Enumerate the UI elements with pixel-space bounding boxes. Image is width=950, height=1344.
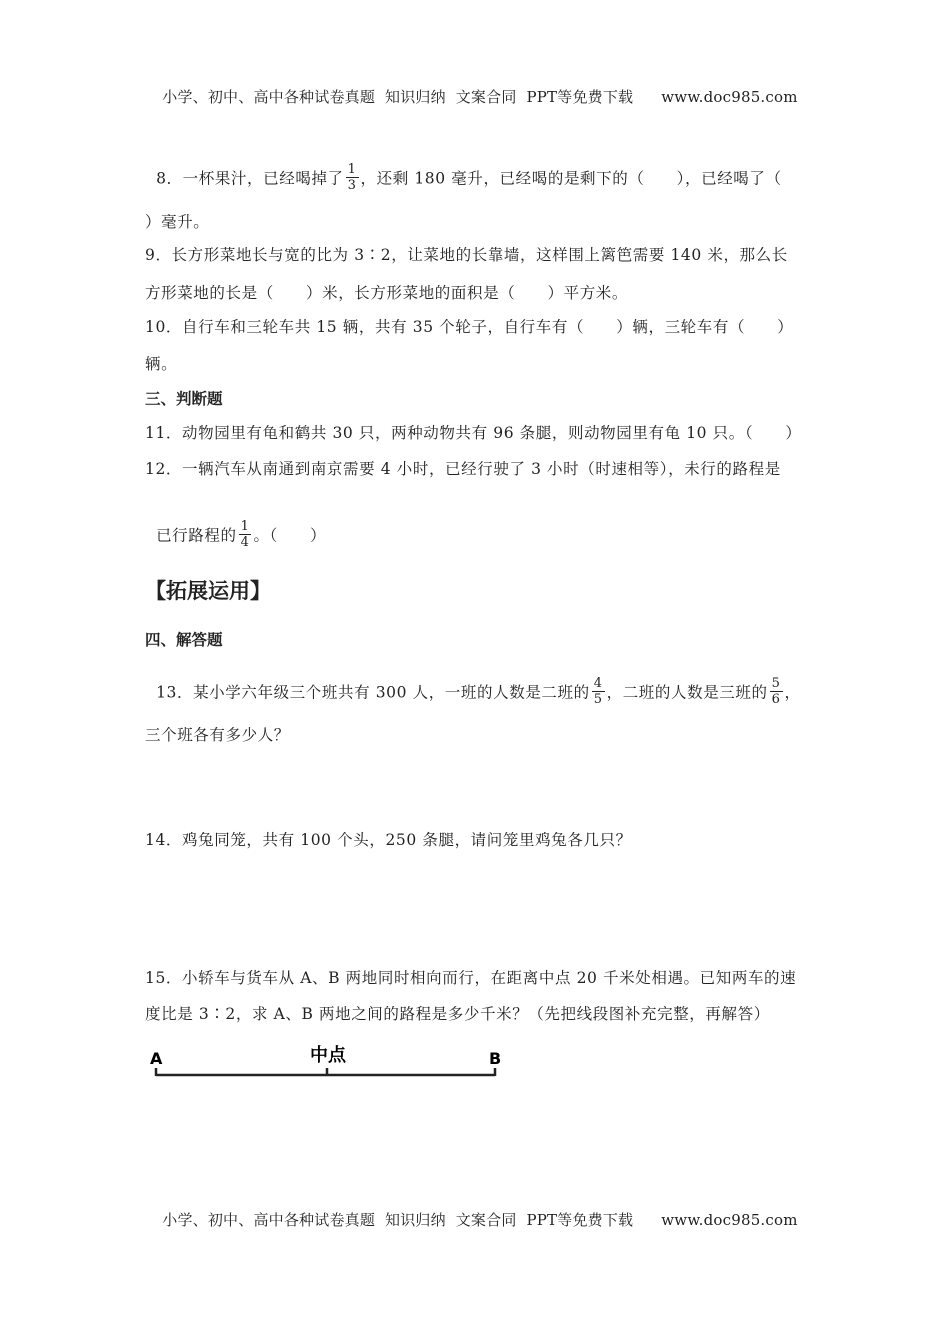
header-site: www.doc985.com [661,88,798,106]
label-b: B [489,1049,502,1068]
question-13-line1 [145,660,801,709]
q8-text-a: 8．一杯果汁，已经喝掉了 [156,169,344,188]
question-12-line2 [145,503,326,552]
fraction-numerator: 1 [347,162,357,177]
q13-text-b: ，二班的人数是三班的 [606,683,768,702]
fraction-denominator: 3 [347,178,357,193]
question-9-line1: 9．长方形菜地长与宽的比为 3∶2，让菜地的长靠墙，这样围上篱笆需要 140 米，那么长 [145,246,788,264]
question-14: 14．鸡兔同笼，共有 100 个头，250 条腿，请问笼里鸡兔各几只？ [145,831,632,849]
section-4-title: 四、解答题 [145,631,223,649]
label-a: A [150,1049,163,1068]
question-15-line1: 15．小轿车与货车从 A、B 两地同时相向而行，在距离中点 20 千米处相遇。已知两车的速 [145,969,797,987]
fraction-numerator: 5 [771,676,781,691]
q13-text-c: ， [784,683,801,702]
fraction-one-quarter [239,519,252,550]
q12-text-b: 。（ ） [253,526,327,545]
question-12-line1: 12．一辆汽车从南通到南京需要 4 小时，已经行驶了 3 小时（时速相等），未行的路程是 [145,460,781,478]
fraction-numerator: 1 [240,519,250,534]
q8-text-b: ，还剩 180 毫升，已经喝的是剩下的（ ），已经喝了（ [360,169,782,188]
question-10-line1: 10．自行车和三轮车共 15 辆，共有 35 个轮子，自行车有（ ）辆，三轮车有（ ） [145,318,794,336]
q12-text-a: 已行路程的 [156,526,237,545]
question-8-line1 [145,146,782,195]
fraction-one-third [346,162,359,193]
fraction-denominator: 5 [593,692,603,707]
page-footer [0,1191,950,1230]
footer-site: www.doc985.com [661,1211,798,1229]
question-10-line2: 辆。 [145,355,178,373]
question-13-line2: 三个班各有多少人？ [145,726,290,744]
fraction-numerator: 4 [593,676,603,691]
fraction-five-sixths [770,676,783,707]
question-9-line2: 方形菜地的长是（ ）米，长方形菜地的面积是（ ）平方米。 [145,284,629,302]
question-15-line2: 度比是 3∶2，求 A、B 两地之间的路程是多少千米？（先把线段图补充完整，再解答） [145,1005,770,1023]
q13-text-a: 13．某小学六年级三个班共有 300 人，一班的人数是二班的 [156,683,590,702]
question-11: 11．动物园里有龟和鹤共 30 只，两种动物共有 96 条腿，则动物园里有龟 10 只。（ ） [145,424,802,442]
fraction-denominator: 4 [240,535,250,550]
fraction-four-fifths [592,676,605,707]
footer-text: 小学、初中、高中各种试卷真题 知识归纳 文案合同 PPT等免费下载 [162,1211,634,1229]
label-midpoint: 中点 [310,1045,346,1066]
fraction-denominator: 6 [771,692,781,707]
section-3-title: 三、判断题 [145,390,223,408]
page-header [0,68,950,107]
header-text: 小学、初中、高中各种试卷真题 知识归纳 文案合同 PPT等免费下载 [162,88,634,106]
extension-title: 【拓展运用】 [145,579,271,603]
question-8-line2: ）毫升。 [145,213,210,231]
